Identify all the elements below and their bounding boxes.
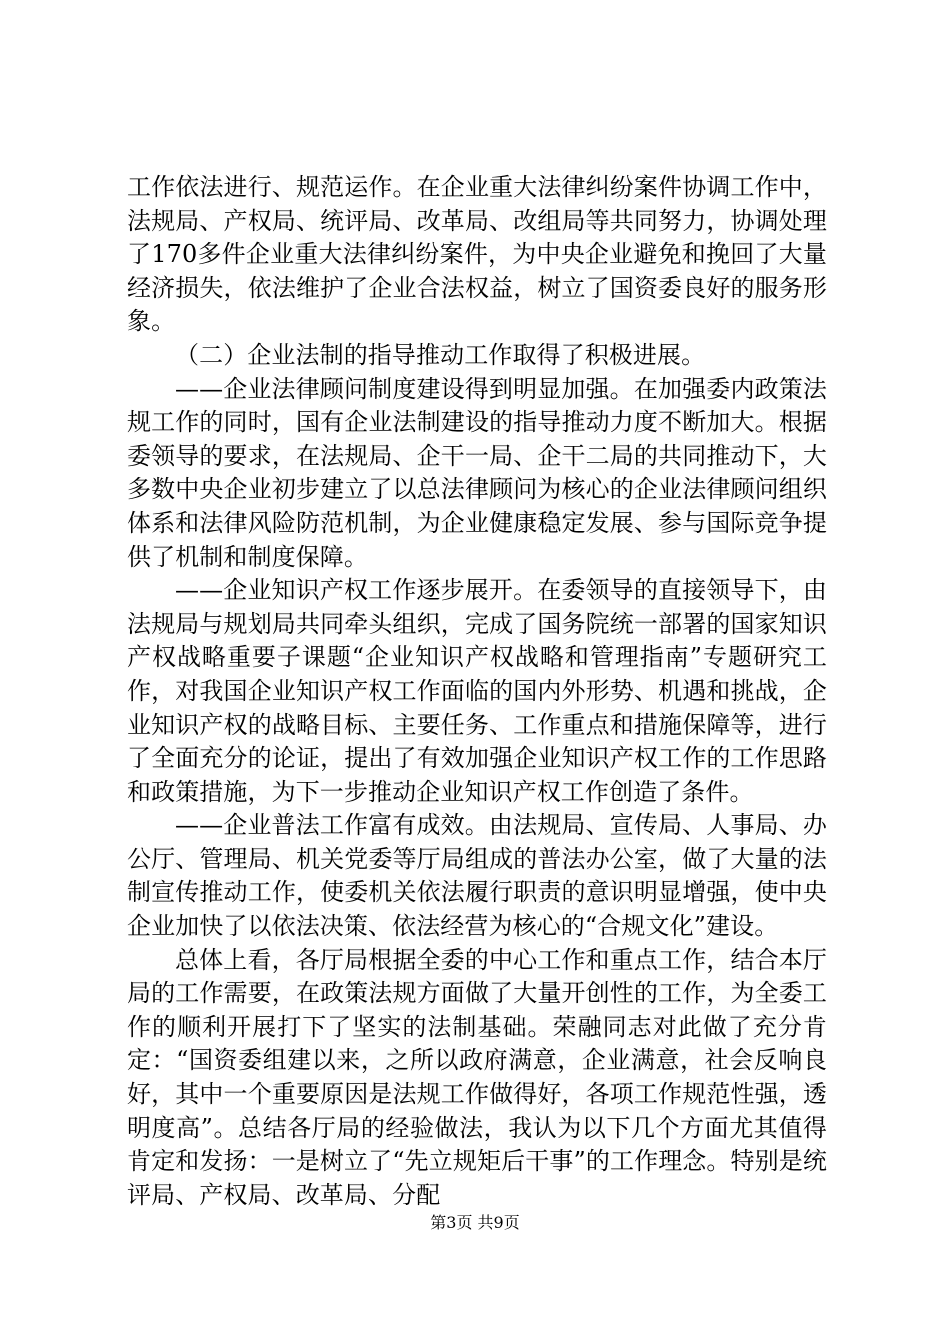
- paragraph-continuation: 工作依法进行、规范运作。在企业重大法律纠纷案件协调工作中，法规局、产权局、统评局、改革局、改组局等共同努力，协调处理了170多件企业重大法律纠纷案件，为中央企业避免和挽回了大量经济损失，依法维护了企业合法权益，树立了国资委良好的服务形象。: [127, 173, 827, 336]
- paragraph-summary: 总体上看，各厅局根据全委的中心工作和重点工作，结合本厅局的工作需要，在政策法规方面做了大量开创性的工作，为全委工作的顺利开展打下了坚实的法制基础。荣融同志对此做了充分肯定：“国资委组建以来，之所以政府满意，企业满意，社会反响良好，其中一个重要原因是法规工作做得好，各项工作规范性强，透明度高”。总结各厅局的经验做法，我认为以下几个方面尤其值得肯定和发扬：一是树立了“先立规矩后干事”的工作理念。特别是统评局、产权局、改革局、分配: [127, 945, 827, 1209]
- paragraph-intellectual-property: ——企业知识产权工作逐步展开。在委领导的直接领导下，由法规局与规划局共同牵头组织，完成了国务院统一部署的国家知识产权战略重要子课题“企业知识产权战略和管理指南”专题研究工作，对我国企业知识产权工作面临的国内外形势、机遇和挑战，企业知识产权的战略目标、主要任务、工作重点和措施保障等，进行了全面充分的论证，提出了有效加强企业知识产权工作的工作思路和政策措施，为下一步推动企业知识产权工作创造了条件。: [127, 576, 827, 806]
- page-number-footer: 第3页 共9页: [430, 1213, 520, 1232]
- paragraph-legal-counsel: ——企业法律顾问制度建设得到明显加强。在加强委内政策法规工作的同时，国有企业法制建设的指导推动力度不断加大。根据委领导的要求，在法规局、企干一局、企干二局的共同推动下，大多数中央企业初步建立了以总法律顾问为核心的企业法律顾问组织体系和法律风险防范机制，为企业健康稳定发展、参与国际竞争提供了机制和制度保障。: [127, 374, 827, 571]
- document-body: [127, 171, 827, 1212]
- section-heading: （二）企业法制的指导推动工作取得了积极进展。: [175, 340, 706, 369]
- paragraph-law-popularization: ——企业普法工作富有成效。由法规局、宣传局、人事局、办公厅、管理局、机关党委等厅局组成的普法办公室，做了大量的法制宣传推动工作，使委机关依法履行职责的意识明显增强，使中央企业加快了以依法决策、依法经营为核心的“合规文化”建设。: [127, 811, 827, 941]
